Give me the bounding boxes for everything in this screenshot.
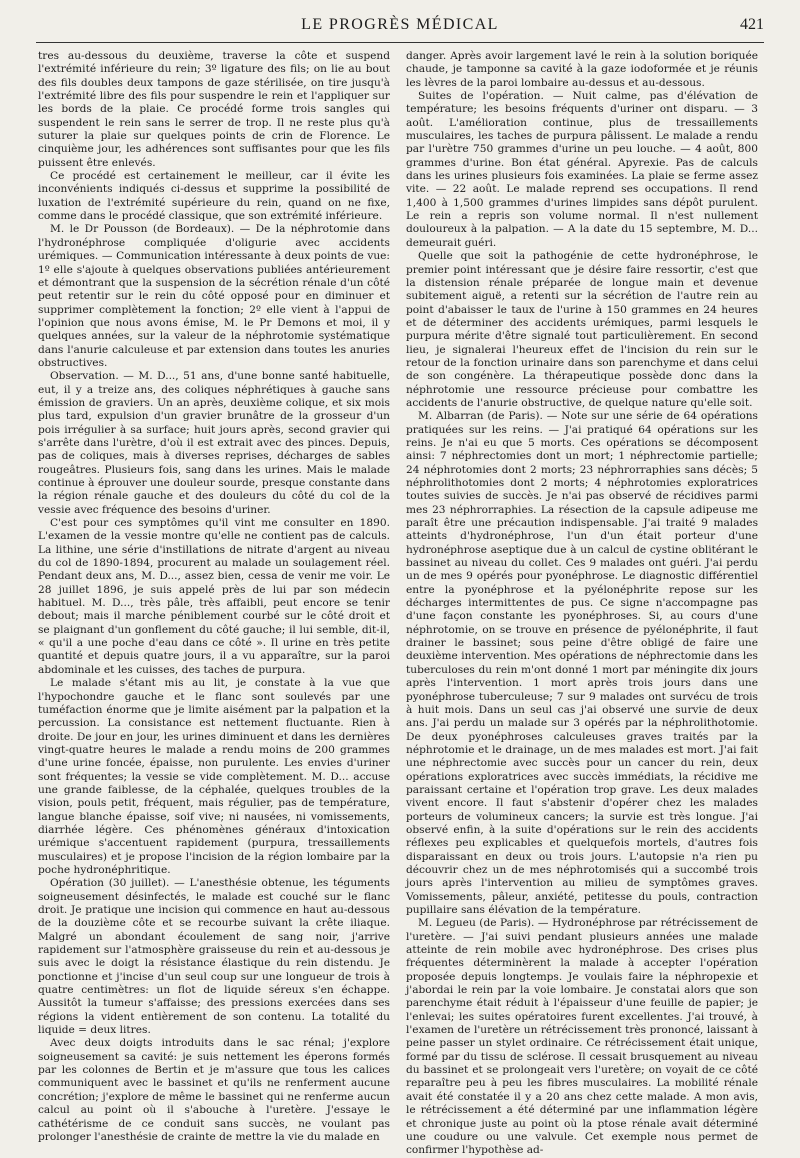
paragraph: C'est pour ces symptômes qu'il vint me consulter en 1890. L'examen de la vessie montre qu'elle ne contient pas de calculs. La lithine, une série d'instillations de nitrate d'argent au niveau du col de 1890-1894, procurent au malade un soulagement réel. Pendant deux ans, M. D..., assez bien, cessa de venir me voir. Le 28 juillet 1896, je suis appelé près de lui par son médecin habituel. M. D..., très pâle, très affaibli, peut encore se tenir debout; mais il marche péniblement courbé sur le côté droit et se plaignant d'un gonflement du côté gauche; il lui semble, dit-il, « qu'il a une poche d'eau dans ce côté ». Il urine en très petite quantité et depuis quatre jours, il a vu apparaître, sur la paroi abdominale et les cuisses, des taches de purpura. bbox=[38, 517, 390, 676]
paragraph: tres au-dessous du deuxième, traverse la côte et suspend l'extrémité inférieure du rein; 3º ligature des fils; on lie au bout des fils doubles deux tampons de gaze stérilisée, on tire jusqu'à l'extrémité libre des fils pour suspendre le rein et l'appliquer sur les bords de la plaie. Ce procédé forme trois sangles qui suspendent le rein sans le serrer de trop. Il ne reste plus qu'à suturer la plaie sur quelques points de crin de Florence. Le cinquième jour, les adhérences sont suffisantes pour que les fils puissent être enlevés. bbox=[38, 50, 390, 169]
paragraph: Suites de l'opération. — Nuit calme, pas d'élévation de température; les besoins fréquents d'uriner ont disparu. — 3 août. L'amélioration continue, plus de tressaillements musculaires, les taches de purpura pâlissent. Le malade a rendu par l'urètre 750 grammes d'urine un peu louche. — 4 août, 800 grammes d'urine. Bon état général. Apyrexie. Pas de calculs dans les urines plusieurs fois examinées. La plaie se ferme assez vite. — 22 août. Le malade reprend ses occupations. Il rend 1,400 à 1,500 grammes d'urines limpides sans dépôt purulent. Le rein a repris son volume normal. Il n'est nullement douloureux à la palpation. — A la date du 15 septembre, M. D... demeurait guéri. bbox=[406, 90, 758, 249]
paragraph: Quelle que soit la pathogénie de cette hydronéphrose, le premier point intéressant que je désire faire ressortir, c'est que la distension rénale préparée de longue main et devenue subitement aiguë, a retenti sur la sécrétion de l'autre rein au point d'abaisser le taux de l'urine à 150 grammes en 24 heures et de déterminer des accidents urémiques, parmi lesquels le purpura mérite d'être signalé tout particulièrement. En second lieu, je signalerai l'heureux effet de l'incision du rein sur le retour de la fonction urinaire dans son parenchyme et dans celui de son congénère. La thérapeutique possède donc dans la néphrotomie une ressource précieuse pour combattre les accidents de l'anurie obstructive, de quelque nature qu'elle soit. bbox=[406, 250, 758, 409]
paragraph: M. le Dr Pousson (de Bordeaux). — De la néphrotomie dans l'hydronéphrose compliquée d'oligurie avec accidents urémiques. — Communication intéressante à deux points de vue: 1º elle s'ajoute à quelques observations publiées antérieurement et démontrant que la suspension de la sécrétion rénale d'un côté peut retentir sur le rein du côté opposé pour en diminuer et supprimer complètement la fonction; 2º elle vient à l'appui de l'opinion que nous avons émise, M. le Pr Demons et moi, il y quelques années, sur la valeur de la néphrotomie systématique dans l'anurie calculeuse et par extension dans toutes les anuries obstructives. bbox=[38, 223, 390, 369]
running-head bbox=[36, 10, 764, 38]
paragraph: M. Albarran (de Paris). — Note sur une série de 64 opérations pratiquées sur les reins. — J'ai pratiqué 64 opérations sur les reins. Je n'ai eu que 5 morts. Ces opérations se décomposent ainsi: 7 néphrectomies dont un mort; 1 néphrectomie partielle; 24 néphrotomies dont 2 morts; 23 néphrorraphies sans décès; 5 néphrolithotomies dont 2 morts; 4 néphrotomies exploratrices toutes suivies de succès. Je n'ai pas observé de récidives parmi mes 23 néphrorraphies. La résection de la capsule adipeuse me paraît être une précaution indispensable. J'ai traité 9 malades atteints d'hydronéphrose, l'un d'un était porteur d'une hydronéphrose aseptique due à un calcul de cystine oblitérant le bassinet au niveau du collet. Ces 9 malades ont guéri. J'ai perdu un de mes 9 opérés pour pyonéphrose. Le diagnostic différentiel entre la pyonéphrose et la pyélonéphrite repose sur les décharges intermittentes de pus. Ce signe n'accompagne pas d'une façon constante les pyonéphroses. Si, au cours d'une néphrotomie, on se trouve en présence de pyélonéphrite, il faut drainer le bassinet; sous peine d'être obligé de faire une deuxième intervention. Mes opérations de néphrectomie dans les tuberculoses du rein m'ont donné 1 mort par méningite dix jours après l'intervention. 1 mort après trois jours dans une pyonéphrose tuberculeuse; 7 sur 9 malades ont survécu de trois à huit mois. Dans un seul cas j'ai observé une survie de deux ans. J'ai perdu un malade sur 3 opérés par la néphrolithotomie. De deux pyonéphroses calculeuses graves traités par la néphrotomie et le drainage, un de mes malades est mort. J'ai fait une néphrectomie avec succès pour un cancer du rein, deux opérations exploratrices avec succès immédiats, la récidive me paraissant certaine et l'opération trop grave. Les deux malades vivent encore. Il faut s'abstenir d'opérer chez les malades porteurs de volumineux cancers; la survie est très longue. J'ai observé enfin, à la suite d'opérations sur le rein des accidents réflexes peu explicables et quelquefois mortels, d'autres fois disparaissant en deux ou trois jours. L'autopsie n'a rien pu découvrir chez un de mes néphrotomisés qui a succombé trois jours après l'intervention au milieu de symptômes graves. Vomissements, pâleur, anxiété, petitesse du pouls, contraction pupillaire sans élévation de la température. bbox=[406, 410, 758, 916]
journal-title: LE PROGRÈS MÉDICAL bbox=[301, 16, 499, 33]
paragraph: Avec deux doigts introduits dans le sac rénal; j'explore soigneusement sa cavité: je suis nettement les éperons formés par les colonnes de Bertin et je m'assure que tous les calices communiquent avec le bassinet et qu'ils ne renferment aucune concrétion; j'explore de même le bassinet qui ne renferme aucun calcul au point où il s'abouche à l'uretère. J'essaye le cathétérisme de ce conduit sans succès, ne voulant pas prolonger l'anesthésie de crainte de mettre la vie du malade en bbox=[38, 1037, 390, 1143]
paragraph: danger. Après avoir largement lavé le rein à la solution boriquée chaude, je tamponne sa cavité à la gaze iodoformée et je réunis les lèvres de la paroi lombaire au-dessus et au-dessous. bbox=[406, 50, 758, 89]
header-rule bbox=[36, 42, 764, 43]
left-column bbox=[38, 50, 390, 1143]
right-column bbox=[406, 50, 758, 1157]
page-number: 421 bbox=[740, 16, 764, 33]
paragraph: Ce procédé est certainement le meilleur, car il évite les inconvénients indiqués ci-dessus et supprime la possibilité de luxation de l'extrémité supérieure du rein, quand on ne fixe, comme dans le procédé classique, que son extrémité inférieure. bbox=[38, 170, 390, 223]
paragraph: Le malade s'étant mis au lit, je constate à la vue que l'hypochondre gauche et le flanc sont soulevés par une tuméfaction énorme que je limite aisément par la palpation et la percussion. La consistance est nettement fluctuante. Rien à droite. De jour en jour, les urines diminuent et dans les dernières vingt-quatre heures le malade a rendu moins de 200 grammes d'une urine foncée, épaisse, non purulente. Les envies d'uriner sont fréquentes; la vessie se vide complètement. M. D... accuse une grande faiblesse, de la céphalée, quelques troubles de la vision, pouls petit, fréquent, mais régulier, pas de température, langue blanche épaisse, soif vive; ni nausées, ni vomissements, diarrhée légère. Ces phénomènes généraux d'intoxication urémique s'accentuent rapidement (purpura, tressaillements musculaires) et je propose l'incision de la région lombaire par la poche hydronéphritique. bbox=[38, 677, 390, 876]
paragraph: Opération (30 juillet). — L'anesthésie obtenue, les téguments soigneusement désinfectés, le malade est couché sur le flanc droit. Je pratique une incision qui commence en haut au-dessous de la douzième côte et se recourbe suivant la crête iliaque. Malgré un abondant écoulement de sang noir, j'arrive rapidement sur l'atmosphère graisseuse du rein et au-dessous je suis avec le doigt la résistance élastique du rein distendu. Je ponctionne et j'incise d'un seul coup sur une longueur de trois à quatre centimètres: un flot de liquide séreux s'en échappe. Aussitôt la tumeur s'affaisse; des pressions exercées dans ses régions la vident entièrement de son contenu. La totalité du liquide = deux litres. bbox=[38, 877, 390, 1037]
paragraph: M. Legueu (de Paris). — Hydronéphrose par rétrécissement de l'uretère. — J'ai suivi pendant plusieurs années une malade atteinte de rein mobile avec hydronéphrose. Des crises plus fréquentes déterminèrent la malade à accepter l'opération proposée depuis longtemps. Je voulais faire la néphropexie et j'abordai le rein par la voie lombaire. Je constatai alors que son parenchyme était réduit à l'épaisseur d'une feuille de papier; je l'enlevai; les suites opératoires furent excellentes. J'ai trouvé, à l'examen de l'uretère un rétrécissement très prononcé, laissant à peine passer un stylet ordinaire. Ce rétrécissement était unique, formé par du tissu de sclérose. Il cessait brusquement au niveau du bassinet et se prolongeait vers l'uretère; on voyait de ce côté reparaître peu à peu les fibres musculaires. La mobilité rénale avait été constatée il y a 20 ans chez cette malade. A mon avis, le rétrécissement a été déterminé par une inflammation légère et chronique juste au point où la ptose rénale avait déterminé une coudure ou une valvule. Cet exemple nous permet de confirmer l'hypothèse ad- bbox=[406, 917, 758, 1157]
paragraph: Observation. — M. D..., 51 ans, d'une bonne santé habituelle, eut, il y a treize ans, des coliques néphrétiques à gauche sans émission de graviers. Un an après, deuxième colique, et six mois plus tard, expulsion d'un gravier brunâtre de la grosseur d'un pois irrégulier à sa surface; huit jours après, second gravier qui s'arrête dans l'urètre, d'où il est extrait avec des pinces. Depuis, pas de coliques, mais à diverses reprises, décharges de sables rougeâtres. Plusieurs fois, sang dans les urines. Mais le malade continue à éprouver une douleur sourde, presque constante dans la région rénale gauche et des douleurs du côté du col de la vessie avec fréquence des besoins d'uriner. bbox=[38, 370, 390, 516]
